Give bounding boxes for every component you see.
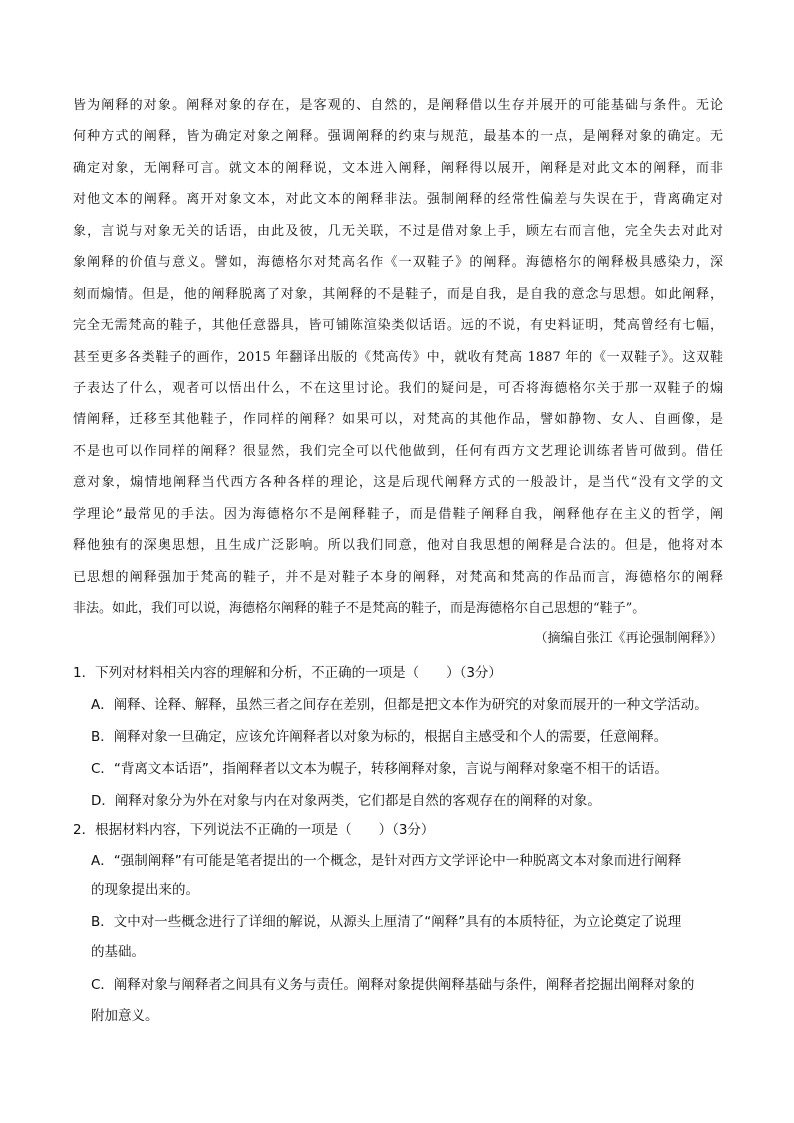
passage-line: 学理论”最常见的手法。因为海德格尔不是阐释鞋子，而是借鞋子阐释自我，阐释他存在主义的哲学，阐 [73, 506, 723, 522]
option-b: B．阐释对象一旦确定，应该允许阐释者以对象为标的，根据自主感受和个人的需要，任意阐释。 [91, 729, 668, 745]
passage-line: 非法。如此，我们可以说，海德格尔阐释的鞋子不是梵高的鞋子，而是海德格尔自己思想的“鞋子”。 [73, 601, 646, 616]
passage-line: 象阐释的价值与意义。譬如，海德格尔对梵高名作《一双鞋子》的阐释。海德格尔的阐释极具感染力，深 [73, 255, 723, 271]
source-citation: （摘编自张江《再论强制阐释》） [534, 631, 723, 646]
passage-line: 完全无需梵高的鞋子，其他任意器具，皆可铺陈渲染类似话语。远的不说，有史料证明，梵高曾经有七幅， [73, 318, 723, 334]
question-stem: 2．根据材料内容，下列说法不正确的一项是（ ）（3分） [73, 822, 435, 838]
option-b-line: 的基础。 [91, 944, 145, 960]
option-c-line: 附加意义。 [91, 1008, 159, 1024]
question-stem: 1．下列对材料相关内容的理解和分析，不正确的一项是（ ）（3分） [73, 665, 502, 681]
passage-line: 甚至更多各类鞋子的画作，2015 年翻译出版的《梵高传》中，就收有梵高 1887 年的《一双鞋子》。这双鞋 [73, 349, 723, 365]
option-a-line: 的现象提出来的。 [91, 882, 199, 898]
option-a: A．阐释、诠释、解释，虽然三者之间存在差别，但都是把文本作为研究的对象而展开的一种文学活动。 [91, 697, 708, 713]
question-2 [73, 820, 733, 1036]
passage-line: 刻而煽情。但是，他的阐释脱离了对象，其阐释的不是鞋子，而是自我，是自我的意念与思想。如此阐释， [73, 286, 723, 302]
passage-line: 情阐释，迁移至其他鞋子，作同样的阐释？如果可以，对梵高的其他作品，譬如静物、女人、自画像，是 [73, 412, 723, 428]
option-a-line: A．“强制阐释”有可能是笔者提出的一个概念，是针对西方文学评论中一种脱离文本对象而进行阐释 [91, 853, 682, 869]
passage-line: 象，言说与对象无关的话语，由此及彼，几无关联，不过是借对象上手，顾左右而言他，完全失去对此对 [73, 223, 723, 239]
passage-line: 皆为阐释的对象。阐释对象的存在，是客观的、自然的，是阐释借以生存并展开的可能基础与条件。无论 [73, 98, 723, 113]
passage-line: 释他独有的深奥思想，且生成广泛影响。所以我们同意，他对自我思想的阐释是合法的。但是，他将对本 [73, 538, 723, 554]
option-c-line: C．阐释对象与阐释者之间具有义务与责任。阐释对象提供阐释基础与条件，阐释者挖掘出阐释对象的 [91, 977, 695, 993]
passage-line: 确定对象，无阐释可言。就文本的阐释说，文本进入阐释，阐释得以展开，阐释是对此文本的阐释，而非 [73, 160, 723, 176]
passage-line: 不是也可以作同样的阐释？很显然，我们完全可以代他做到，任何有西方文艺理论训练者皆可做到。借任 [73, 443, 723, 459]
passage-line: 意对象，煽情地阐释当代西方各种各样的理论，这是后现代阐释方式的一般設计，是当代“没有文学的文 [73, 475, 723, 491]
passage-line: 何种方式的阐释，皆为确定对象之阐释。强调阐释的约束与规范，最基本的一点，是阐释对象的确定。无 [73, 129, 723, 145]
option-d: D．阐释对象分为外在对象与内在对象两类，它们都是自然的客观存在的阐释的对象。 [91, 793, 601, 809]
passage-line: 已思想的阐释强加于梵高的鞋子，并不是对鞋子本身的阐释，对梵高和梵高的作品而言，海德格尔的阐释 [73, 569, 723, 585]
question-1 [73, 663, 733, 823]
option-c: C．“背离文本话语”，指阐释者以文本为幌子，转移阐释对象，言说与阐释对象毫不相干的话语。 [91, 761, 668, 777]
passage [73, 96, 723, 630]
option-b-line: B．文中对一些概念进行了详细的解说，从源头上厘清了“阐释”具有的本质特征，为立论奠定了说理 [91, 914, 682, 930]
passage-line: 对他文本的阐释。离开对象文本，对此文本的阐释非法。强制阐释的经常性偏差与失误在于，背离确定对 [73, 192, 723, 208]
passage-line: 子表达了什么，观者可以悟出什么，不在这里讨论。我们的疑问是，可否将海德格尔关于那一双鞋子的煽 [73, 380, 723, 396]
